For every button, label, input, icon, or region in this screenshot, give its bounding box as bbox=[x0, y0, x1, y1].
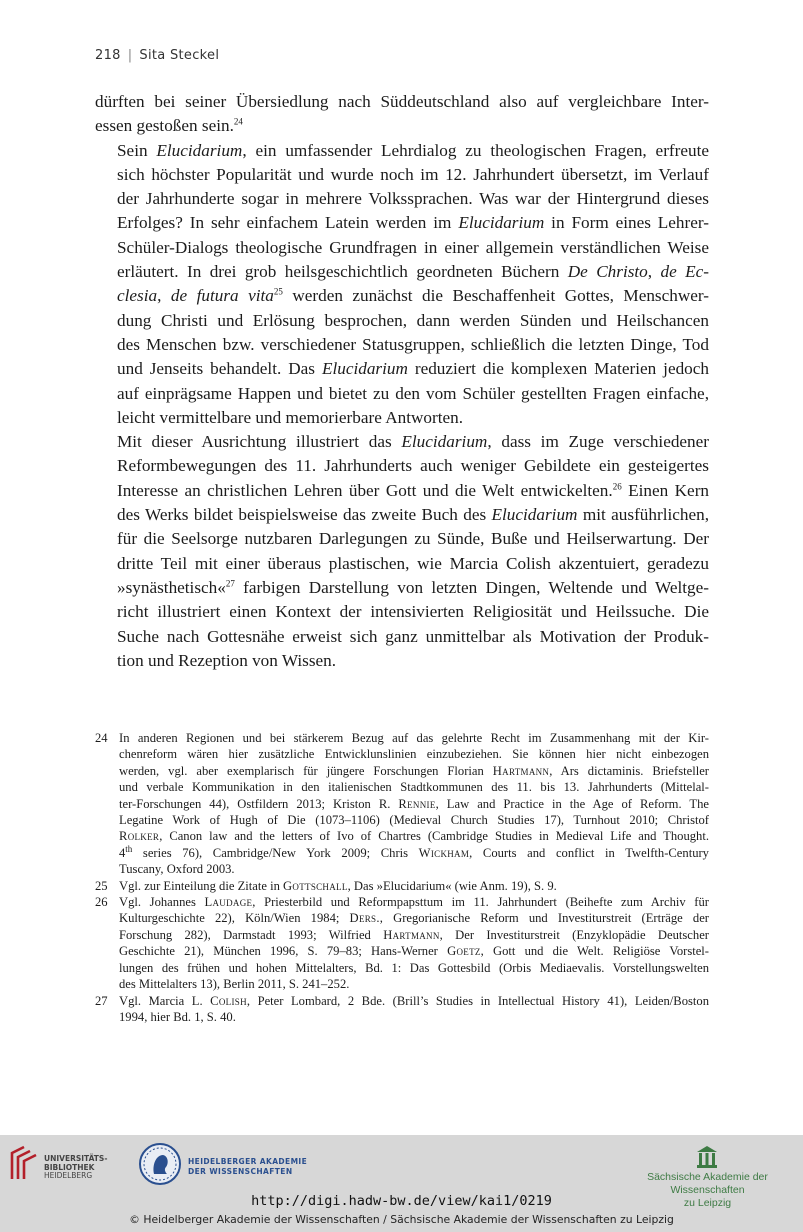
italic-title: Elucidarium bbox=[401, 432, 488, 452]
hadw-logo-text: HEIDELBERGER AKADEMIE DER WISSENSCHAFTEN bbox=[188, 1157, 308, 1176]
saw-logo-text: Sächsische Akademie der Wissenschaften zu Leipzig bbox=[647, 1171, 768, 1209]
italic-title: de futura vita bbox=[170, 286, 274, 306]
digitization-footer bbox=[0, 1135, 803, 1232]
footnote-line: 1994, hier Bd. 1, S. 40. bbox=[119, 1009, 236, 1024]
paragraph-1 bbox=[95, 90, 709, 139]
footnote-ref[interactable]: th bbox=[125, 843, 133, 854]
italic-title: Elucidarium bbox=[458, 213, 545, 233]
footnote-ref[interactable]: 27 bbox=[225, 578, 235, 589]
text-line: dung Christi und Erlösung besprochen, dann werden Sünden und Heilschancen bbox=[117, 310, 709, 330]
text-line: auf einprägsame Happen und bietet zu den vom Schüler gestellten Fragen einfache, bbox=[117, 383, 709, 403]
footnote-line: Kulturgeschichte 22), Köln/Wien 1984; Ders., Gregorianische Reform und Investiturstreit (Erträge der bbox=[119, 911, 709, 926]
footnote-line: Vgl. Johannes Laudage, Priesterbild und Reformpapsttum im 11. Jahrhundert (Beihefte zum Archiv für bbox=[119, 895, 709, 910]
author-name: Sita Steckel bbox=[139, 48, 220, 63]
footnote-line: chenreform wären hier zusätzliche Entwicklunslinien einzubeziehen. Sie können hier nicht einbezogen bbox=[119, 747, 709, 762]
author-surname: Goetz bbox=[447, 944, 481, 959]
university-library-logo[interactable] bbox=[8, 1143, 118, 1187]
text-line: der Jahrhunderte sogar in mehrere Volkssprachen. Was war der Hintergrund dieses bbox=[117, 189, 709, 209]
footnote-line: Rolker, Canon law and the letters of Ivo of Chartres (Cambridge Studies in Medieval Life and Thought. bbox=[119, 829, 709, 844]
footnote-number: 26 bbox=[95, 895, 108, 910]
author-surname: Ders. bbox=[349, 911, 380, 926]
author-surname: Hartmann bbox=[383, 927, 440, 942]
ub-logo-text: UNIVERSITÄTS- BIBLIOTHEK HEIDELBERG bbox=[44, 1154, 108, 1180]
footnote-line: ter-Forschungen 44), Ostfildern 2013; Kriston R. Rennie, Law and Practice in the Age of Reform. The bbox=[119, 796, 709, 811]
paragraph-2 bbox=[95, 139, 709, 431]
text-line: des Menschen bzw. verschiedener Statusgruppen, schließlich die letzten Dinge, Tod bbox=[117, 334, 709, 354]
text-line: Mit dieser Ausrichtung illustriert das Elucidarium, dass im Zuge verschiedener bbox=[117, 432, 709, 452]
text-line: clesia, de futura vita$^{25}$ werden zunächst die Beschaffenheit Gottes, Menschwer- bbox=[117, 286, 709, 306]
author-surname: Gottschall bbox=[283, 878, 348, 893]
author-surname: Hartmann bbox=[492, 763, 550, 778]
italic-title: Elucidarium bbox=[321, 359, 408, 379]
text-line: für die Seelsorge nutzbaren Darlegungen zu Sünde, Buße und Heilserwartung. Der bbox=[117, 529, 709, 549]
text-line: sich höchster Popularität und wurde noch im 12. Jahrhundert übersetzt, im Verlauf bbox=[117, 164, 709, 184]
footnote-26 bbox=[95, 894, 709, 992]
footnote-line: In anderen Regionen und bei stärkerem Bezug auf das gelehrte Recht im Zusammenhang mit der Kir- bbox=[119, 731, 709, 745]
author-surname: Laudage bbox=[204, 895, 253, 910]
footnote-number: 24 bbox=[95, 731, 108, 745]
italic-title: Elucidarium bbox=[156, 140, 243, 160]
italic-title: De Christo bbox=[567, 262, 648, 282]
footnote-ref[interactable]: 24 bbox=[233, 116, 243, 127]
italic-title: clesia bbox=[117, 286, 158, 306]
italic-title: de Ec- bbox=[660, 262, 709, 282]
text-line: Interesse an christlichen Lehren über Gott und die Welt entwickelten.$^{26}$ Einen Kern bbox=[117, 480, 710, 500]
text-line: essen gestoßen sein.$^{24}$ bbox=[95, 116, 243, 136]
footnote-line: werden, vgl. aber exemplarisch für jüngere Forschungen Florian Hartmann, Ars dictaminis. Briefsteller bbox=[119, 763, 709, 778]
footnote-line: Forschung 282), Darmstadt 1993; Wilfried Hartmann, Der Investiturstreit (Enzyklopädie Deutscher bbox=[119, 927, 709, 942]
author-surname: Wickham bbox=[418, 845, 470, 860]
footnote-line: Vgl. zur Einteilung die Zitate in Gottschall, Das »Elucidarium« (wie Anm. 19), S. 9. bbox=[119, 878, 557, 893]
footnote-ref[interactable]: 26 bbox=[612, 481, 622, 492]
text-line: Erfolges? In sehr einfachem Latein werden im Elucidarium in Form eines Lehrer- bbox=[117, 213, 709, 233]
footnote-line: Geschichte 21), München 1996, S. 79–83; Hans-Werner Goetz, Gott und die Welt. Religiöse Vorstel- bbox=[119, 944, 710, 959]
author-surname: Rennie bbox=[398, 796, 436, 811]
text-line: dürften bei seiner Übersiedlung nach Süddeutschland also auf vergleichbare Inter- bbox=[95, 92, 709, 111]
text-line: »synästhetisch«$^{27}$ farbigen Darstellung von letzten Dingen, Weltende und Weltge- bbox=[117, 577, 709, 597]
text-line: Schüler-Dialogs theologische Grundfragen in einer allgemein verständlichen Weise bbox=[117, 237, 709, 257]
footnote-line: 4th series 76), Cambridge/New York 2009; Chris Wickham, Courts and conflict in Twelfth-Century bbox=[119, 843, 709, 860]
text-line: dritte Teil mit einer überaus plastischen, wie Marcia Colish akzentuiert, geradezu bbox=[117, 553, 709, 573]
footnote-24 bbox=[95, 730, 709, 878]
ub-mark-icon bbox=[8, 1143, 42, 1183]
heidelberg-academy-logo[interactable] bbox=[138, 1141, 338, 1191]
text-line: des Werks bildet beispielsweise das zweite Buch des Elucidarium mit ausführlichen, bbox=[117, 505, 709, 525]
footnotes bbox=[95, 730, 709, 1025]
page-url-link[interactable]: http://digi.hadw-bw.de/view/kai1/0219 bbox=[251, 1193, 552, 1209]
author-surname: Colish bbox=[210, 993, 247, 1008]
text-line: und Jenseits behandelt. Das Elucidarium reduziert die komplexen Materien jedoch bbox=[117, 359, 709, 379]
footnote-ref[interactable]: 25 bbox=[273, 286, 283, 297]
header-separator: | bbox=[127, 48, 133, 63]
footnote-line: lungen des frühen und hohen Mittelalters, Bd. 1: Das Gottesbild (Orbis Mediaevalis. Vorstellungswelten bbox=[119, 960, 709, 975]
footnote-27 bbox=[95, 993, 709, 1026]
text-line: erläutert. In drei grob heilsgeschichtlich geordneten Büchern De Christo, de Ec- bbox=[117, 262, 709, 282]
footnote-number: 25 bbox=[95, 878, 108, 893]
text-line: Sein Elucidarium, ein umfassender Lehrdialog zu theologischen Fragen, erfreute bbox=[117, 140, 709, 160]
academy-medallion-icon bbox=[138, 1141, 182, 1187]
paragraph-3 bbox=[95, 430, 709, 673]
text-line: richt illustriert einen Kontext der intensivierten Religiosität und Heilssuche. Die bbox=[117, 602, 709, 622]
footnote-line: Tuscany, Oxford 2003. bbox=[119, 862, 235, 877]
footnote-25 bbox=[95, 878, 709, 894]
footnote-line: Vgl. Marcia L. Colish, Peter Lombard, 2 Bde. (Brill’s Studies in Intellectual History 41), Leiden/Boston bbox=[119, 993, 709, 1008]
running-head bbox=[95, 48, 219, 63]
footnote-line: des Mittelalters 13), Berlin 2011, S. 241–252. bbox=[119, 977, 350, 992]
footnote-line: Legatine Work of Hugh of Die (1073–1106) (Medieval Church Studies 17), Turnhout 2010; Christof bbox=[119, 813, 709, 828]
footnote-line: und verbale Kommunikation in den italienischen Stadtkommunen des 11. bis 13. Jahrhunderts (Mittelal- bbox=[119, 780, 709, 795]
text-line: tion und Rezeption von Wissen. bbox=[117, 650, 337, 670]
author-surname: Rolker bbox=[119, 829, 160, 844]
italic-title: Elucidarium bbox=[491, 505, 578, 525]
text-line: Suche nach Gottesnähe erweist sich ganz unmittelbar als Motivation der Produk- bbox=[117, 626, 709, 646]
text-line: Reformbewegungen des 11. Jahrhunderts auch weniger Gebildete ein gesteigertes bbox=[117, 456, 709, 476]
main-text bbox=[95, 90, 709, 673]
copyright-notice: © Heidelberger Akademie der Wissenschaften / Sächsische Akademie der Wissenschaften zu Leipzig bbox=[129, 1213, 674, 1226]
footnote-number: 27 bbox=[95, 993, 108, 1008]
text-line: leicht vermittelbare und memorierbare Antworten. bbox=[117, 407, 464, 427]
academy-building-icon bbox=[696, 1145, 718, 1169]
page-number: 218 bbox=[95, 48, 121, 63]
